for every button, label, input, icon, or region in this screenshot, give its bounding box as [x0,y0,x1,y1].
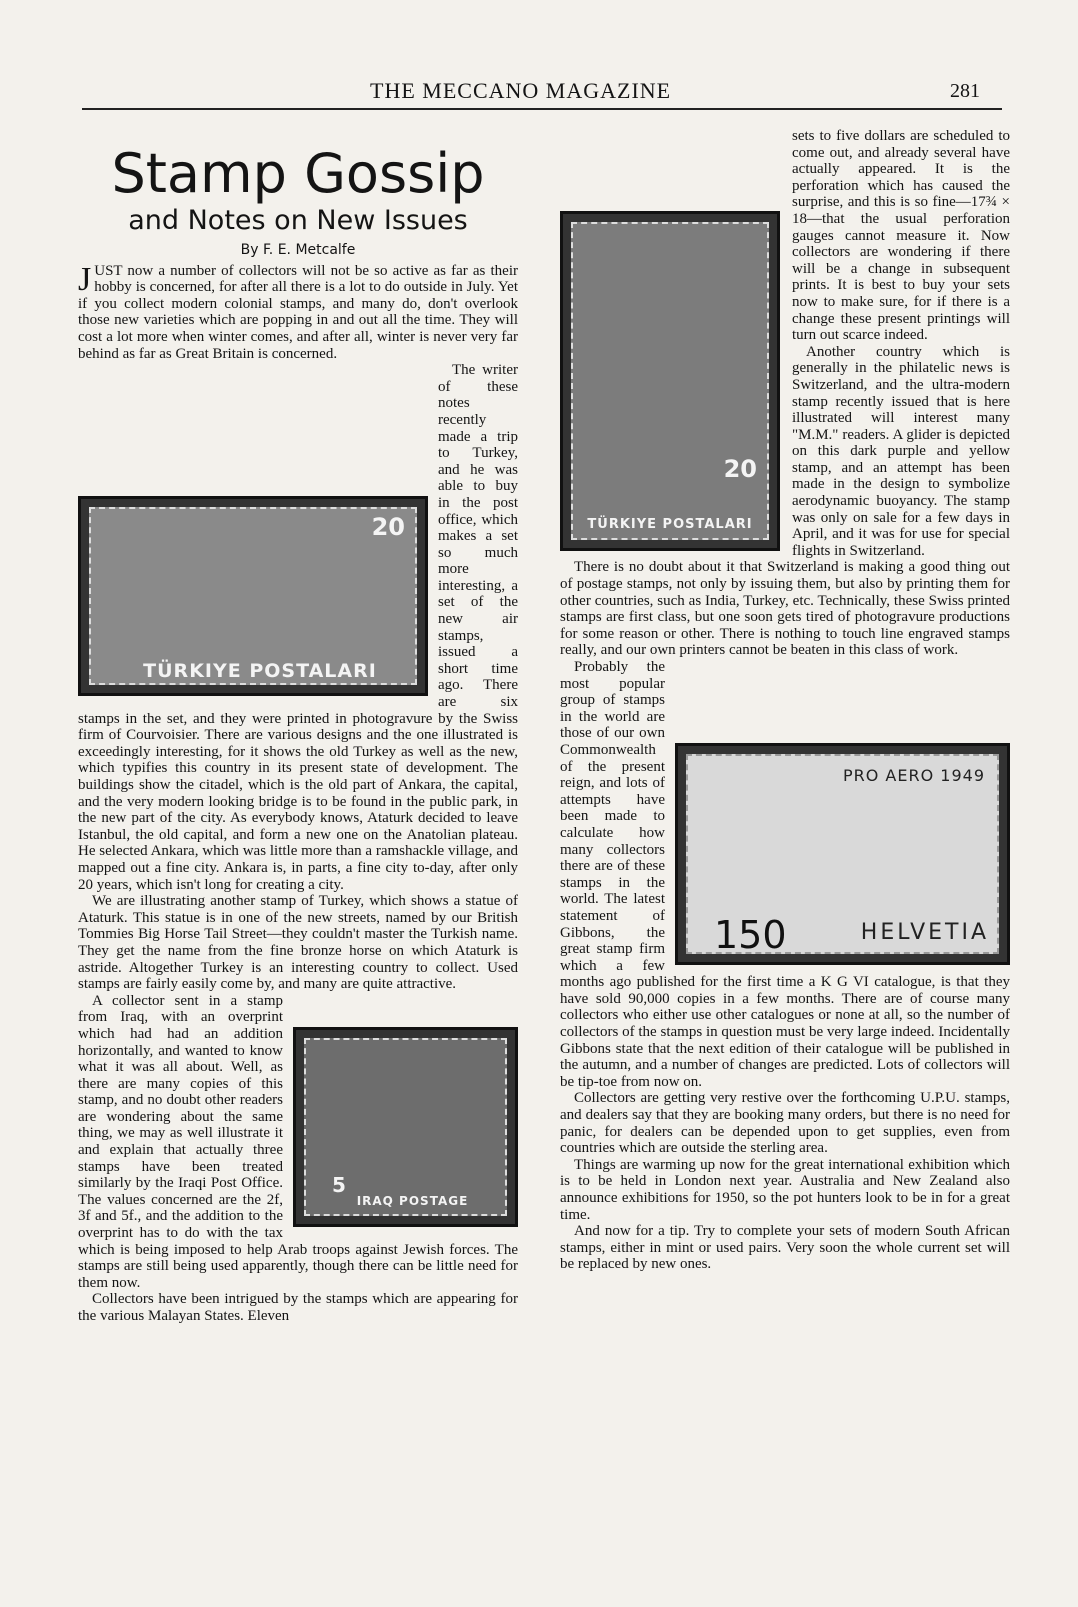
left-column [78,128,518,1325]
article-byline: By F. E. Metcalfe [240,242,356,258]
paragraph-text: And now for a tip. Try to complete your sets of modern South African stamps, either in mint or used pairs. Very soon the whole current set will be replaced by new ones. [560,1223,1010,1273]
paragraph-text: There is no doubt about it that Switzerland is making a good thing out of postage stamps, not only by issuing them, but also by printing them for other countries, such as India, Turkey, etc. Technically, these Swiss printed stamps are first class, but one soon gets tired of photogravure productions for some reason or other. There is nothing to touch line engraved stamps really, and our own printers cannot be beaten in this class of work. [560,559,1010,659]
stamp-label: HELVETIA [860,920,989,946]
stamp-label: IRAQ POSTAGE [356,1194,469,1209]
paragraph [78,362,518,893]
stamp-value: 20 [371,513,405,542]
paragraph-text: The writer of these notes recently made a trip to Turkey, and he was able to buy in the post office, which makes a set so much more interesting, a set of the new air stamps, issued a short time ago. There are six stamps in the set, and they were printed in photogravure by the Swiss firm of Courvoisier. There are various designs and the one illustrated is exceedingly interesting, for it shows the old Turkey as well as the new, which typifies this country in its present state of development. The buildings show the citadel, which is the old part of Ankara, the capital, and the very modern looking bridge is to be found in the public park, in the new part of the city. As everybody knows, Ataturk decided to leave Istanbul, the old capital, and form a new one on the Anatolian plateau. He selected Ankara, which was little more than a ramshackle village, and mapped out a fine city. Ankara is, in parts, a fine city to-day, after only 20 years, which isn't long for creating a city. [78,362,518,893]
paragraph [560,559,1010,659]
paragraph [78,260,518,363]
stamp-value: 150 [714,913,787,958]
paragraph-text: UST now a number of collectors will not be so active as far as their hobby is concerned, for after all there is a lot to do outside in July. Yet if you collect modern colonial stamps, and many do, don't overlook those new varieties which are popping in and out all the time. They will cost a lot more when winter comes, and after all, winter is never very far behind as far as Great Britain is concerned. [78,262,518,362]
stamp-label: TÜRKIYE POSTALARI [587,517,753,533]
right-column [560,128,1010,1273]
turkey-air-stamp-image [78,496,428,696]
stamp-top-label: PRO AERO 1949 [842,766,985,785]
paragraph [560,1223,1010,1273]
paragraph-text: sets to five dollars are scheduled to come out, and already several have actually appeared. It is the perforation which has caused the surprise, and this is so fine—17¾ × 18—that the usual perforation gauges cannot measure it. Now collectors are wondering if there will be a change in subsequent prints. It is best to buy your sets now to make sure, for if there is a change these present printings will turn out scarce indeed. [792,128,1010,344]
paragraph-text: Another country which is generally in the philatelic news is Switzerland, and the ultra-modern stamp recently issued that is here illustrated will interest many "M.M." readers. A glider is depicted on this dark purple and yellow stamp, and an attempt has been made in the design to symbolize aerodynamic buoyancy. The stamp was only on sale for a few days in April, and it was for use for special flights in Switzerland. [792,343,1010,559]
ataturk-stamp-image [560,211,780,551]
stamp-value: 20 [723,455,757,484]
iraq-stamp-image [293,1027,518,1227]
swiss-stamp-image [675,743,1010,965]
paragraph [78,1291,518,1324]
paragraph-text: We are illustrating another stamp of Turkey, which shows a statue of Ataturk. This statue is in one of the new streets, named by our British Tommies Big Horse Tail Street—they couldn't master the Turkish name. They get the name from the fine bronze horse on which Ataturk is astride. Altogether Turkey is an interesting country to collect. Used stamps are fairly easily come by, and many are quite attractive. [78,893,518,993]
page-number: 281 [950,80,980,102]
stamp-value: 5 [332,1173,346,1198]
paragraph [78,993,518,1292]
paragraph [560,1090,1010,1156]
paragraph-text: Collectors are getting very restive over the forthcoming U.P.U. stamps, and dealers say that they are booking many orders, but there is no need for panic, for dealers can be depended upon to get supplies, even from countries which are outside the sterling area. [560,1090,1010,1157]
stamp-label: TÜRKIYE POSTALARI [143,659,377,682]
paragraph [560,659,1010,1090]
paragraph-text: Collectors have been intrigued by the stamps which are appearing for the various Malayan States. Eleven [78,1291,518,1324]
paragraph-text: A collector sent in a stamp from Iraq, with an overprint which had had an addition horizontally, and wanted to know what it was all about. Well, as there are many copies of this stamp, and no doubt other readers are wondering about the same thing, we may as well illustrate it and explain that actually three stamps have been treated similarly by the Iraqi Post Office. The values concerned are the 2f, 3f and 5f., and the addition to the overprint has to do with the tax which is being imposed to help Arab troops against Jewish forces. The stamps are still being used apparently, though there can be little need for them now. [78,992,518,1291]
header-rule [82,108,1002,110]
paragraph-text: Things are warming up now for the great international exhibition which is to be held in London next year. Australia and New Zealand also announce exhibitions for 1950, so the pot hunters look to be in for a great time. [560,1156,1010,1223]
paragraph [560,1157,1010,1223]
stamp-design [571,222,769,540]
article-subtitle: and Notes on New Issues [128,205,468,236]
paragraph-text: Probably the most popular group of stamps in the world are those of our own Commonwealth of the present reign, and lots of attempts have been made to calculate how many collectors there are of these stamps in the world. The latest statement of Gibbons, the great stamp firm which a few months ago published for the first time a K G VI catalogue, is that they have sold 90,000 copies in a few months. There are of course many collectors who either use other catalogues or none at all, so the number of collectors of the stamps in question must be very large indeed. Incidentally Gibbons state that the next edition of their catalogue will be published in the autumn, and a number of changes are predicted. Lots of collectors will be tip-toe from now on. [560,659,1010,1090]
magazine-title: THE MECCANO MAGAZINE [370,78,672,103]
article-title: Stamp Gossip [111,142,485,205]
paragraph [78,893,518,993]
drop-cap: J [78,260,92,298]
